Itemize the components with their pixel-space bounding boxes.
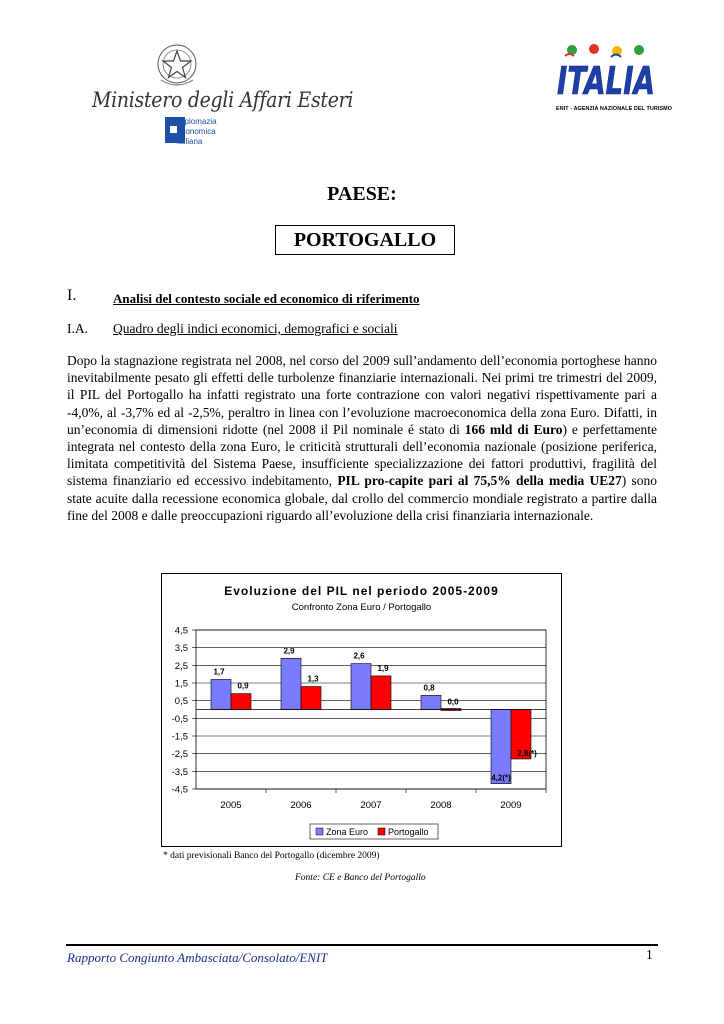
bar-zona-euro (211, 679, 231, 709)
x-tick-label: 2007 (360, 800, 382, 811)
gdp-chart (161, 573, 562, 847)
data-label: 2,6 (353, 651, 365, 661)
gdp-chart-svg (162, 574, 561, 846)
italia-logo-text: ITALIA (557, 59, 655, 103)
paragraph-text: ) sono state acuite dalla recessione economica globale, dal crollo del commercio mondiale registrato a partire dalla fine del 2008 e dalle preoccupazioni riguardo all’evoluzione della crisi finanziaria internazionale. (67, 473, 657, 523)
bar-portogallo (301, 687, 321, 710)
data-label: 1,9 (377, 663, 389, 673)
bar-zona-euro (421, 695, 441, 709)
footer-divider (66, 944, 658, 946)
page-number: 1 (646, 947, 653, 962)
bar-zona-euro (351, 664, 371, 710)
y-tick-label: 0,5 (174, 696, 188, 708)
subsection-number: I.A. (67, 321, 88, 336)
diplomazia-line: Diplomazia (177, 117, 217, 126)
x-tick-label: 2009 (500, 800, 522, 811)
y-tick-label: -0,5 (171, 713, 188, 725)
y-tick-label: 4,5 (174, 625, 188, 637)
legend-label: Portogallo (388, 827, 429, 837)
paragraph-text: Dopo la stagnazione registrata nel 2008, nel corso del 2009 sull’andamento dell’economia portoghese hanno inevitabilmente pesato gli effetti delle turbolenze finanziarie internazionali. Nei primi tre trimestri del 2009, il PIL del Portogallo ha infatti registrato una forte contrazione con valori negativi rispettivamente pari a -4,0%, al -3,7% ed al -2,5%, peraltro in linea con l’evoluzione macroeconomica della zona Euro. Difatti, in un’economia di dimensioni ridotte (nel 2008 il Pil nominale é stato di (67, 353, 657, 437)
bar-zona-euro (491, 710, 511, 784)
chart-footnote: * dati previsionali Banco del Portogallo (dicembre 2009) (163, 851, 380, 861)
data-label: 1,3 (307, 674, 319, 684)
body-paragraph (67, 352, 657, 524)
bar-zona-euro (281, 658, 301, 709)
legend-swatch (316, 828, 323, 835)
footer-text: Rapporto Congiunto Ambasciata/Consolato/ENIT (67, 950, 328, 965)
diplomazia-line: economica (177, 127, 216, 136)
data-label: 0,9 (237, 681, 249, 691)
italian-republic-emblem-icon (155, 40, 199, 90)
x-tick-label: 2005 (220, 800, 242, 811)
section-title: Analisi del contesto sociale ed economico di riferimento (113, 291, 420, 306)
diplomazia-line: italiana (177, 137, 203, 146)
bar-portogallo (231, 694, 251, 710)
legend-swatch (378, 828, 385, 835)
data-label: 0,8 (423, 683, 435, 693)
data-label: 1,7 (213, 667, 225, 677)
chart-subtitle: Confronto Zona Euro / Portogallo (291, 602, 432, 613)
chart-title: Evoluzione del PIL nel periodo 2005-2009 (224, 584, 499, 598)
legend-label: Zona Euro (326, 827, 369, 837)
y-tick-label: 3,5 (174, 643, 188, 655)
page-title: PAESE: (327, 183, 397, 205)
x-tick-label: 2006 (290, 800, 312, 811)
country-title-box: PORTOGALLO (275, 225, 455, 255)
data-label: 0,0 (447, 697, 459, 707)
section-number: I. (67, 287, 77, 304)
x-tick-label: 2008 (430, 800, 452, 811)
bar-portogallo (371, 676, 391, 710)
italia-logo (555, 42, 660, 112)
y-tick-label: -2,5 (171, 749, 188, 761)
bold-pil-value: 166 mld di Euro (464, 421, 563, 437)
bold-pil-procapite: PIL pro-capite pari al 75,5% della media UE27 (337, 473, 622, 489)
y-tick-label: 2,5 (174, 660, 188, 672)
data-label: 4,2(*) (491, 773, 511, 783)
paragraph-text: ) e perfettamente integrata nel contesto della zona Euro, le criticità strutturali dell’economia nazionale (posizione periferica, limitata competitività del Sistema Paese, insufficiente specializzazione dei fattori produttivi, fragilità del sistema finanziario ed eccessivo indebitamento, (67, 421, 657, 489)
ministry-name: Ministero degli Affari Esteri (92, 88, 354, 112)
subsection-title: Quadro degli indici economici, demografici e sociali (113, 321, 398, 336)
data-label: 2,9 (283, 646, 295, 656)
data-label: 2,8(*) (517, 748, 537, 758)
y-tick-label: -1,5 (171, 731, 188, 743)
diplomazia-logo-text (177, 117, 237, 147)
y-tick-label: -3,5 (171, 766, 188, 778)
chart-source: Fonte: CE e Banco del Portogallo (295, 873, 426, 883)
y-tick-label: -4,5 (171, 784, 188, 796)
y-tick-label: 1,5 (174, 678, 188, 690)
enit-caption: ENIT - AGENZIA NAZIONALE DEL TURISMO (556, 106, 673, 112)
